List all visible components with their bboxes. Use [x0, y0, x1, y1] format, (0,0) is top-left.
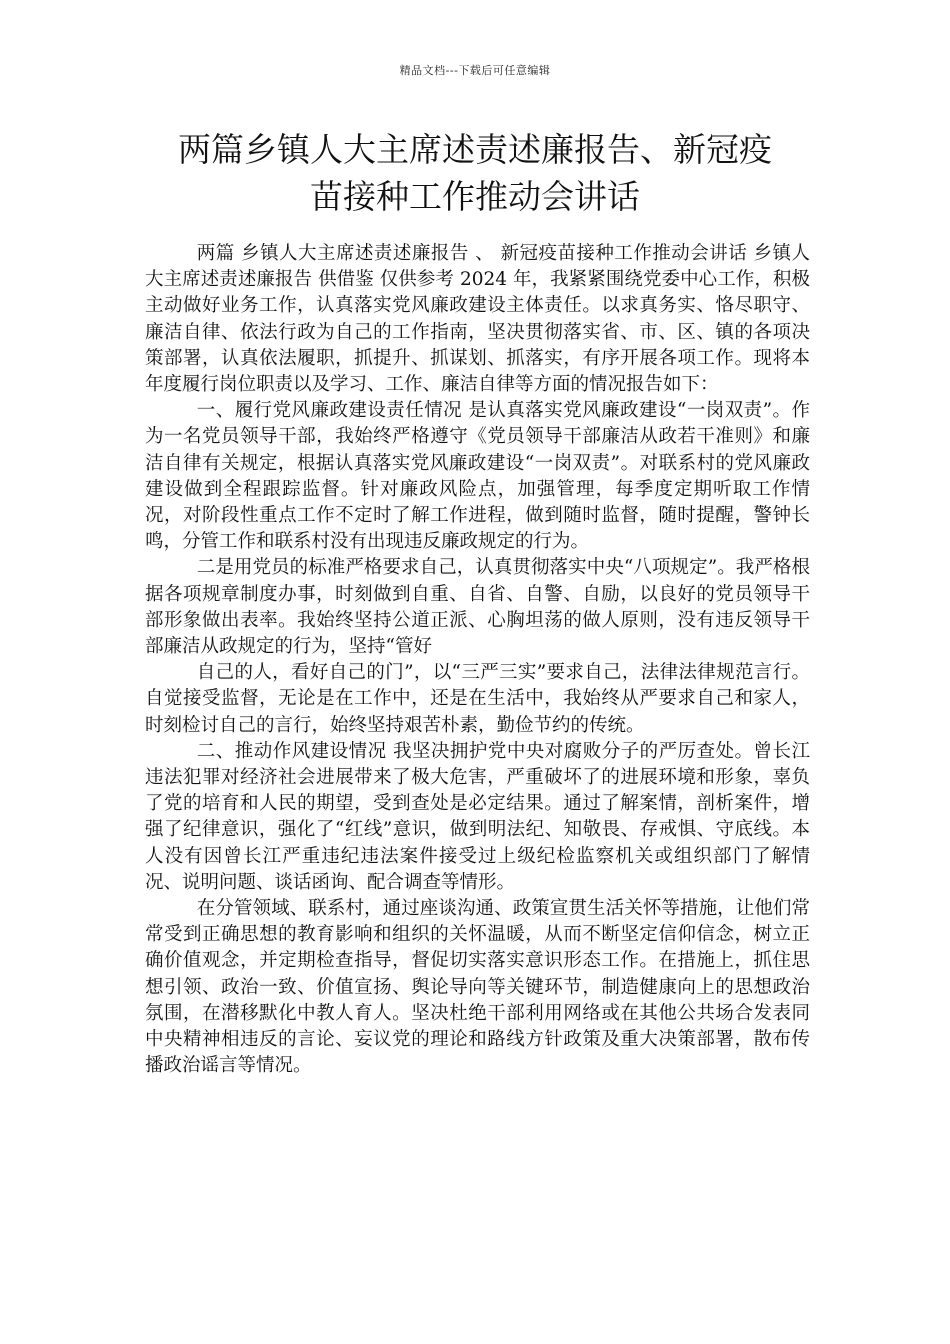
- document-body: [145, 241, 810, 1080]
- paragraph-continuation: 自己的人，看好自己的门”，以“三严三实”要求自己，法律法律规范言行。自觉接受监督，无论是在工作中，还是在生活中，我始终从严要求自己和家人，时刻检讨自己的言行，始终坚持艰苦朴素，勤俭节约的传统。: [145, 662, 810, 736]
- title-line-1: 两篇乡镇人大主席述责述廉报告、新冠疫: [178, 130, 772, 169]
- paragraph-point-2: 二是用党员的标准严格要求自己，认真贯彻落实中央“八项规定”。我严格根据各项规章制度办事，时刻做到自重、自省、自警、自励，以良好的党员领导干部形象做出表率。我始终坚持公道正派、心胸坦荡的做人原则，没有违反领导干部廉洁从政规定的行为，坚持“管好: [145, 557, 810, 658]
- paragraph-intro: 两篇 乡镇人大主席述责述廉报告 、 新冠疫苗接种工作推动会讲话 乡镇人大主席述责述廉报告 供借鉴 仅供参考 2024 年，我紧紧围绕党委中心工作，积极主动做好业务工作，认真落实党风廉政建设主体责任。以求真务实、恪尽职守、廉洁自律、依法行政为自己的工作指南，坚决贯彻落实省、市、区、镇的各项决策部署，认真依法履职，抓提升、抓谋划、抓落实，有序开展各项工作。现将本年度履行岗位职责以及学习、工作、廉洁自律等方面的情况报告如下：: [145, 243, 810, 396]
- paragraph-measures: 在分管领域、联系村，通过座谈沟通、政策宣贯生活关怀等措施，让他们常常受到正确思想的教育影响和组织的关怀温暖，从而不断坚定信仰信念，树立正确价值观念，并定期检查指导，督促切实落实意识形态工作。在措施上，抓住思想引领、政治一致、价值宣扬、舆论导向等关键环节，制造健康向上的思想政治氛围，在潜移默化中教人育人。坚决杜绝干部利用网络或在其他公共场合发表同中央精神相违反的言论、妄议党的理论和路线方针政策及重大决策部署，散布传播政治谣言等情况。: [145, 898, 810, 1077]
- paragraph-section-1: 一、履行党风廉政建设责任情况 是认真落实党风廉政建设“一岗双责”。作为一名党员领导干部，我始终严格遵守《党员领导干部廉洁从政若干准则》和廉洁自律有关规定，根据认真落实党风廉政建设“一岗双责”。对联系村的党风廉政建设做到全程跟踪监督。针对廉政风险点，加强管理，每季度定期听取工作情况，对阶段性重点工作不定时了解工作进程，做到随时监督，随时提醒，警钟长鸣，分管工作和联系村没有出现违反廉政规定的行为。: [145, 400, 810, 553]
- title-line-2: 苗接种工作推动会讲话: [310, 177, 640, 216]
- paragraph-section-2: 二、推动作风建设情况 我坚决拥护党中央对腐败分子的严厉查处。曾长江违法犯罪对经济社会进展带来了极大危害，严重破坏了的进展环境和形象，辜负了党的培育和人民的期望，受到查处是必定结果。通过了解案情，剖析案件，增强了纪律意识，强化了“红线”意识，做到明法纪、知敬畏、存戒惧、守底线。本人没有因曾长江严重违纪违法案件接受过上级纪检监察机关或组织部门了解情况、说明问题、谈话函询、配合调查等情形。: [145, 740, 810, 893]
- document-title: [120, 126, 830, 220]
- page-header: 精品文档---下载后可任意编辑: [399, 64, 551, 77]
